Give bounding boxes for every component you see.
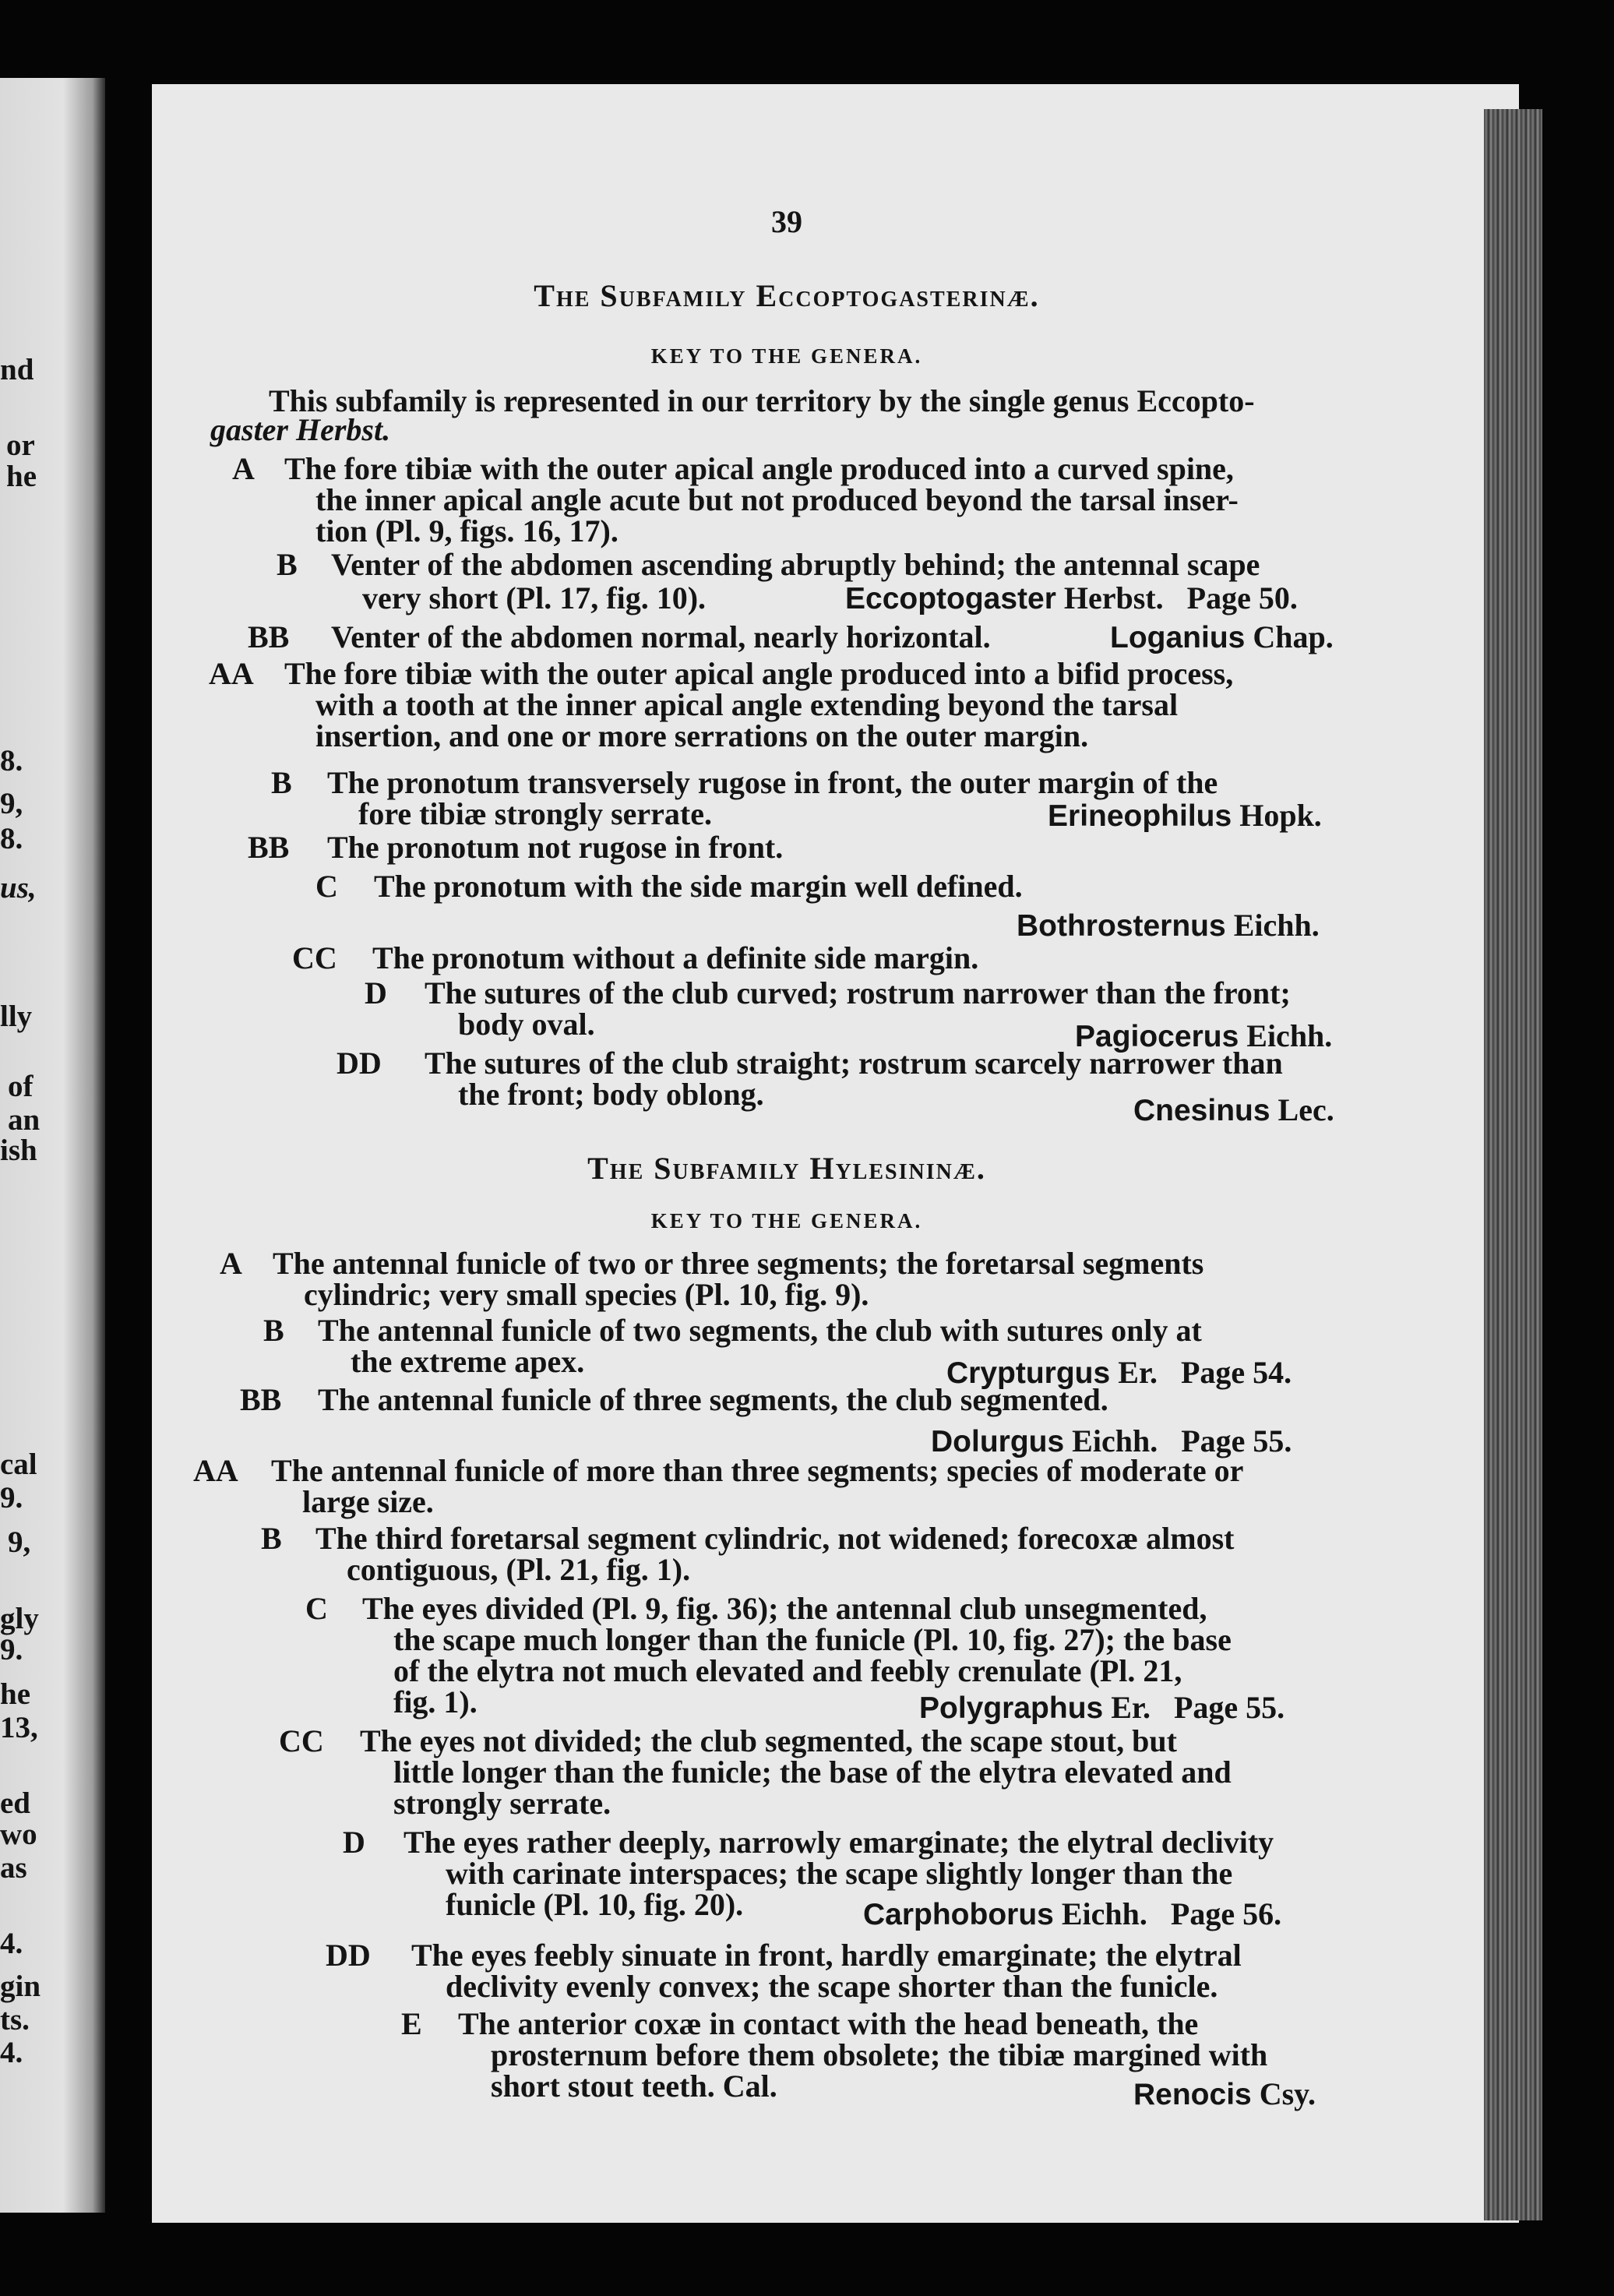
key-label: BB (248, 619, 290, 654)
key-subtitle: KEY TO THE GENERA. (650, 1209, 923, 1233)
intro-line: gaster Herbst. (210, 412, 391, 447)
genus-entry: Carphoborus Eichh. Page 56. (863, 1896, 1282, 1931)
key-text: of the elytra not much elevated and feebly crenulate (Pl. 21, (393, 1653, 1182, 1688)
genus-entry: Cnesinus Lec. (1133, 1092, 1334, 1127)
key-text: body oval. (458, 1007, 595, 1042)
margin-fragment: 4. (0, 1927, 23, 1960)
key-label: C (305, 1591, 328, 1626)
key-text: The pronotum without a definite side margin. (372, 940, 979, 975)
key-text: short stout teeth. Cal. (491, 2069, 777, 2104)
margin-fragment: an (8, 1103, 41, 1137)
key-label: C (315, 869, 338, 904)
page-ref: Page 55. (1181, 1423, 1292, 1458)
genus-entry: Loganius Chap. (1110, 619, 1334, 654)
key-label: BB (248, 830, 290, 865)
key-text: with carinate interspaces; the scape slightly longer than the (446, 1856, 1233, 1891)
key-text: The anterior coxæ in contact with the head beneath, the (458, 2006, 1199, 2041)
key-label: A (232, 451, 255, 486)
genus-name: Renocis (1133, 2078, 1252, 2111)
key-text: The sutures of the club straight; rostrum scarcely narrower than (425, 1046, 1283, 1081)
key-text: strongly serrate. (393, 1786, 611, 1821)
genus-name: Pagiocerus (1075, 1020, 1239, 1053)
key-text: The antennal funicle of three segments, the club segmented. (318, 1382, 1108, 1417)
key-text: The fore tibiæ with the outer apical angle produced into a curved spine, (284, 451, 1234, 486)
key-label: A (220, 1246, 242, 1281)
page-ref: Page 56. (1170, 1896, 1282, 1931)
margin-fragment: of (8, 1070, 33, 1103)
key-text: prosternum before them obsolete; the tibiæ margined with (491, 2037, 1268, 2072)
page-ref: Page 50. (1186, 580, 1298, 615)
key-text: The fore tibiæ with the outer apical angle produced into a bifid process, (284, 656, 1234, 691)
margin-fragment: as (0, 1851, 27, 1885)
key-text: little longer than the funicle; the base of the elytra elevated and (393, 1755, 1232, 1790)
key-label: B (263, 1313, 284, 1348)
key-text: The pronotum transversely rugose in front, the outer margin of the (327, 765, 1218, 800)
section-title-eccoptogasterinae: The Subfamily Eccoptogasterinæ. (534, 278, 1040, 313)
genus-entry: Polygraphus Er. Page 55. (919, 1690, 1285, 1725)
key-text: the scape much longer than the funicle (Pl. 10, fig. 27); the base (393, 1622, 1232, 1657)
genus-name: Polygraphus (919, 1691, 1104, 1725)
key-text: The pronotum not rugose in front. (327, 830, 784, 865)
key-text: with a tooth at the inner apical angle extending beyond the tarsal (315, 687, 1179, 722)
key-label: CC (279, 1723, 324, 1758)
margin-fragment: 13, (0, 1711, 38, 1744)
margin-fragment: ish (0, 1134, 37, 1167)
margin-fragment: 9, (0, 787, 23, 820)
key-text: cylindric; very small species (Pl. 10, fig. 9). (304, 1277, 869, 1312)
margin-fragment: cal (0, 1448, 37, 1481)
margin-fragment: ts. (0, 2003, 30, 2037)
key-label: CC (292, 940, 337, 975)
genus-entry: Renocis Csy. (1133, 2076, 1316, 2111)
key-text: Venter of the abdomen normal, nearly horizontal. (331, 619, 991, 654)
margin-fragment: he (6, 460, 37, 493)
genus-name: Dolurgus (931, 1425, 1065, 1458)
page-number: 39 (771, 204, 802, 239)
page-ref: Page 54. (1180, 1355, 1292, 1390)
genus-name: Erineophilus (1048, 799, 1232, 833)
key-label: B (277, 547, 298, 582)
key-text: tion (Pl. 9, figs. 16, 17). (315, 513, 618, 548)
key-label: D (365, 975, 387, 1010)
key-text: contiguous, (Pl. 21, fig. 1). (347, 1552, 691, 1587)
intro-line: This subfamily is represented in our territory by the single genus Eccopto- (269, 383, 1255, 418)
key-label: AA (193, 1453, 238, 1488)
key-text: The antennal funicle of two or three segments; the foretarsal segments (273, 1246, 1204, 1281)
margin-fragment: 8. (0, 822, 23, 855)
margin-fragment: he (0, 1677, 30, 1711)
margin-fragment: 8. (0, 744, 23, 778)
key-text: very short (Pl. 17, fig. 10). (362, 580, 707, 615)
key-subtitle: KEY TO THE GENERA. (650, 344, 923, 368)
key-label: B (271, 765, 292, 800)
key-label: DD (337, 1046, 382, 1081)
key-text: the extreme apex. (351, 1344, 585, 1379)
key-text: funicle (Pl. 10, fig. 20). (446, 1887, 744, 1922)
genus-entry: Dolurgus Eichh. Page 55. (931, 1423, 1292, 1458)
key-text: The eyes feebly sinuate in front, hardly emarginate; the elytral (411, 1938, 1242, 1973)
key-text: The antennal funicle of two segments, the club with sutures only at (318, 1313, 1202, 1348)
margin-fragment: 9. (0, 1481, 23, 1515)
key-text: declivity evenly convex; the scape shorter than the funicle. (446, 1969, 1218, 2004)
genus-entry: Eccoptogaster Herbst. Page 50. (845, 580, 1298, 615)
genus-name: Crypturgus (946, 1356, 1111, 1390)
margin-fragment: ed (0, 1786, 30, 1820)
margin-fragment: gly (0, 1602, 39, 1635)
key-text: The pronotum with the side margin well defined. (374, 869, 1023, 904)
margin-fragment: nd (0, 353, 34, 386)
key-label: DD (326, 1938, 371, 1973)
key-text: The third foretarsal segment cylindric, not widened; forecoxæ almost (315, 1521, 1235, 1556)
key-text: The eyes divided (Pl. 9, fig. 36); the antennal club unsegmented, (362, 1591, 1207, 1626)
key-label: AA (209, 656, 254, 691)
page-ref: Page 55. (1173, 1690, 1285, 1725)
genus-name: Cnesinus (1133, 1094, 1270, 1127)
key-label: B (261, 1521, 282, 1556)
genus-name: Eccoptogaster (845, 582, 1056, 615)
key-text: the front; body oblong. (458, 1077, 764, 1112)
key-text: The eyes not divided; the club segmented, the scape stout, but (360, 1723, 1177, 1758)
margin-fragment: 9, (8, 1525, 31, 1559)
margin-fragment: us, (0, 871, 37, 905)
section-title-hylesininae: The Subfamily Hylesininæ. (587, 1151, 986, 1186)
margin-fragment: or (6, 429, 35, 462)
genus-name: Loganius (1110, 621, 1246, 654)
margin-fragment: gin (0, 1970, 41, 2003)
genus-entry: Erineophilus Hopk. (1048, 798, 1322, 833)
key-text: fore tibiæ strongly serrate. (358, 796, 712, 831)
key-text: The antennal funicle of more than three segments; species of moderate or (271, 1453, 1244, 1488)
genus-entry: Bothrosternus Eichh. (1017, 908, 1320, 943)
key-text: large size. (302, 1484, 434, 1519)
margin-fragment: wo (0, 1818, 37, 1851)
key-label: D (343, 1825, 365, 1860)
key-label: E (401, 2006, 422, 2041)
genus-name: Carphoborus (863, 1898, 1054, 1931)
margin-fragment: 9. (0, 1633, 23, 1666)
key-text: fig. 1). (393, 1684, 478, 1719)
margin-fragment: 4. (0, 2036, 23, 2069)
key-text: Venter of the abdomen ascending abruptly behind; the antennal scape (331, 547, 1260, 582)
genus-entry: Pagiocerus Eichh. (1075, 1018, 1333, 1053)
margin-fragment: lly (0, 1000, 33, 1033)
genus-name: Bothrosternus (1017, 909, 1226, 943)
genus-entry: Crypturgus Er. Page 54. (946, 1355, 1292, 1390)
key-text: The sutures of the club curved; rostrum narrower than the front; (425, 975, 1291, 1010)
key-text: the inner apical angle acute but not produced beyond the tarsal inser- (315, 482, 1239, 517)
key-label: BB (240, 1382, 282, 1417)
key-text: insertion, and one or more serrations on the outer margin. (315, 718, 1089, 753)
key-text: The eyes rather deeply, narrowly emarginate; the elytral declivity (404, 1825, 1274, 1860)
page-stack-edge (1484, 109, 1542, 2220)
